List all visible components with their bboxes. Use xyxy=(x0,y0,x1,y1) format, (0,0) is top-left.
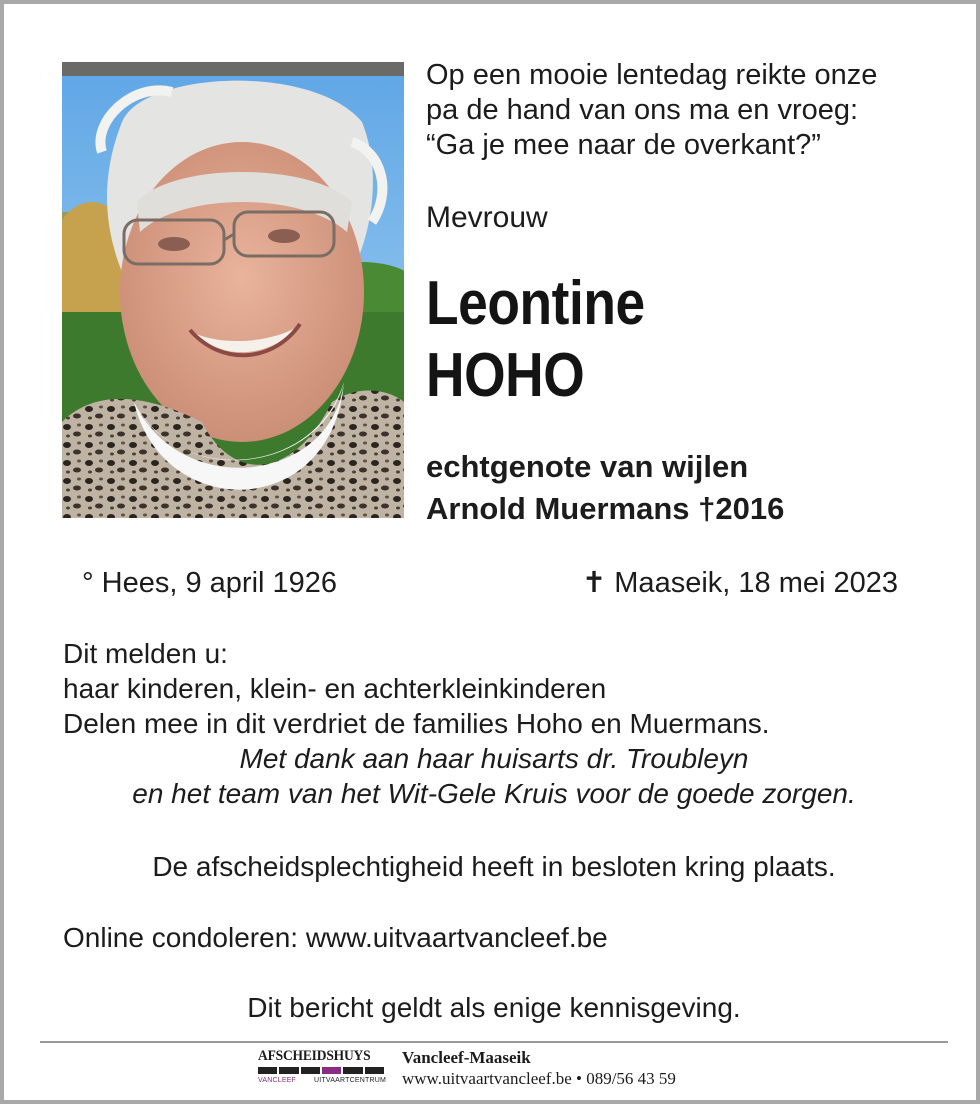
spouse-line: Arnold Muermans †2016 xyxy=(426,491,785,526)
first-name: Leontine xyxy=(426,269,645,338)
company-name: Vancleef-Maaseik xyxy=(402,1048,531,1067)
footer-contact-block xyxy=(402,1048,676,1090)
deceased-name xyxy=(426,268,645,412)
opening-poem xyxy=(426,58,877,163)
ceremony-note: De afscheidsplechtigheid heeft in besloten kring plaats. xyxy=(152,851,836,882)
logo-sub-left: VANCLEEF xyxy=(258,1077,297,1084)
logo-bar xyxy=(258,1067,386,1074)
logo-subtitle xyxy=(258,1076,386,1085)
thanks-line: Met dank aan haar huisarts dr. Troubleyn xyxy=(239,743,749,774)
salutation: Mevrouw xyxy=(426,201,548,234)
poem-line: pa de hand van ons ma en vroeg: xyxy=(426,94,859,126)
spouse-info xyxy=(426,446,784,530)
logo-bar-segment-accent xyxy=(322,1067,341,1074)
thanks-message xyxy=(4,741,980,811)
announcement-line: Dit melden u: xyxy=(63,638,228,669)
company-contact[interactable]: www.uitvaartvancleef.be • 089/56 43 59 xyxy=(402,1069,676,1088)
portrait-photo xyxy=(62,62,404,518)
logo-bar-segment xyxy=(365,1067,384,1074)
logo-title: AFSCHEIDSHUYS xyxy=(258,1048,371,1064)
footer-divider xyxy=(40,1041,948,1043)
announcement-line: Delen mee in dit verdriet de families Hoho en Muermans. xyxy=(63,708,770,739)
funeral-home-logo xyxy=(258,1048,386,1088)
last-name: HOHO xyxy=(426,341,585,410)
poem-line: “Ga je mee naar de overkant?” xyxy=(426,129,821,161)
thanks-line: en het team van het Wit-Gele Kruis voor de goede zorgen. xyxy=(132,778,856,809)
death-date: ✝ Maaseik, 18 mei 2023 xyxy=(581,567,898,599)
announcement xyxy=(63,636,770,741)
logo-sub-right: UITVAARTCENTRUM xyxy=(314,1077,386,1084)
notice-line: Dit bericht geldt als enige kennisgeving. xyxy=(247,992,741,1023)
logo-bar-segment xyxy=(301,1067,320,1074)
poem-line: Op een mooie lentedag reikte onze xyxy=(426,59,878,91)
logo-bar-segment xyxy=(258,1067,277,1074)
spouse-line: echtgenote van wijlen xyxy=(426,449,749,484)
announcement-line: haar kinderen, klein- en achterkleinkinderen xyxy=(63,673,607,704)
logo-bar-segment xyxy=(279,1067,298,1074)
birth-date: ° Hees, 9 april 1926 xyxy=(82,567,338,599)
logo-bar-segment xyxy=(343,1067,362,1074)
online-condolence: Online condoleren: www.uitvaartvancleef.be xyxy=(63,922,608,953)
